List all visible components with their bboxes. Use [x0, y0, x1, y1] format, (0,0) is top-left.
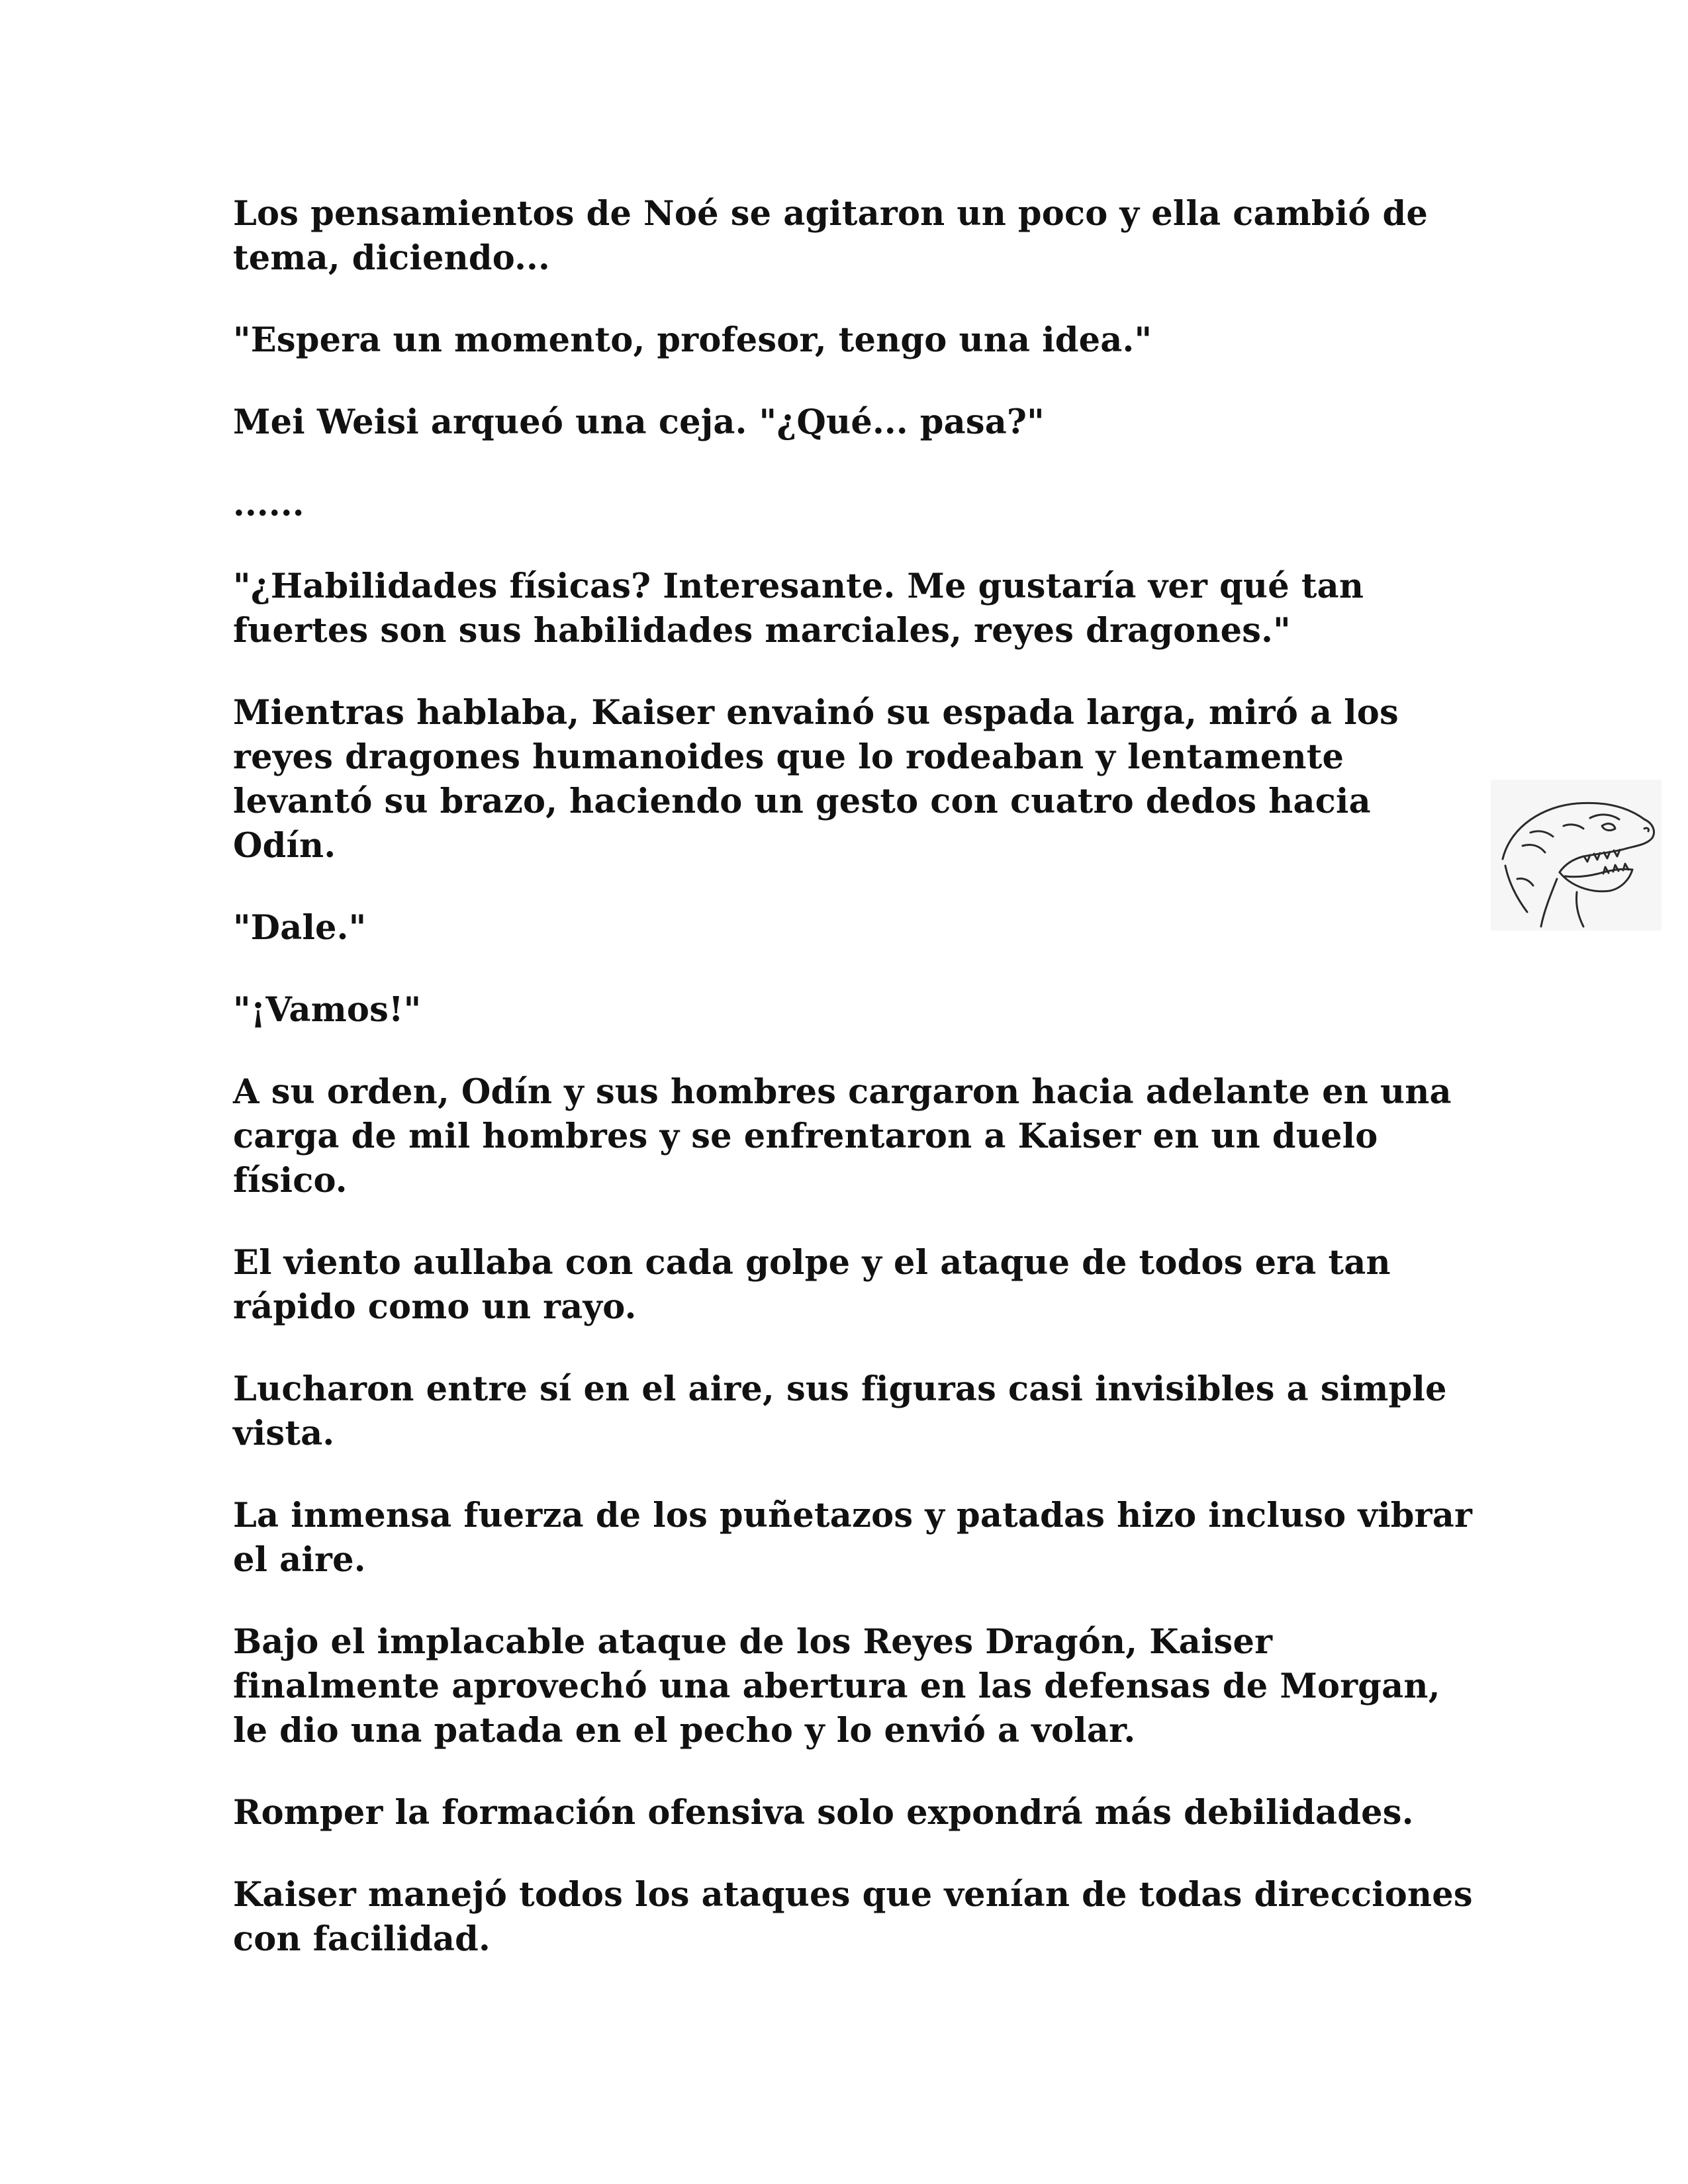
- paragraph-11: Lucharon entre sí en el aire, sus figuras casi invisibles a simple vista.: [233, 1369, 1447, 1453]
- dinosaur-head-sketch-icon: [1491, 780, 1662, 931]
- paragraph-13: Bajo el implacable ataque de los Reyes Dragón, Kaiser finalmente aprovechó una abertura en las defensas de Morgan, le dio una patada en el pecho y lo envió a volar.: [233, 1622, 1440, 1751]
- paragraph-8: "¡Vamos!": [233, 990, 422, 1030]
- paragraph-12: La inmensa fuerza de los puñetazos y patadas hizo incluso vibrar el aire.: [233, 1496, 1473, 1580]
- paragraph-5: "¿Habilidades físicas? Interesante. Me gustaría ver qué tan fuertes son sus habilidades marciales, reyes dragones.": [233, 567, 1364, 651]
- paragraph-1: Los pensamientos de Noé se agitaron un poco y ella cambió de tema, diciendo...: [233, 194, 1428, 278]
- paragraph-4: ......: [233, 484, 305, 524]
- paragraph-10: El viento aullaba con cada golpe y el ataque de todos era tan rápido como un rayo.: [233, 1243, 1391, 1327]
- body-text: [233, 192, 1477, 1999]
- paragraph-3: Mei Weisi arqueó una ceja. "¿Qué... pasa?": [233, 402, 1045, 442]
- paragraph-15: Kaiser manejó todos los ataques que venían de todas direcciones con facilidad.: [233, 1875, 1473, 1959]
- paragraph-6: Mientras hablaba, Kaiser envainó su espada larga, miró a los reyes dragones humanoides que lo rodeaban y lentamente levantó su brazo, haciendo un gesto con cuatro dedos hacia Odín.: [233, 693, 1399, 866]
- paragraph-9: A su orden, Odín y sus hombres cargaron hacia adelante en una carga de mil hombres y se enfrentaron a Kaiser en un duelo físico.: [233, 1072, 1452, 1201]
- paragraph-2: "Espera un momento, profesor, tengo una idea.": [233, 320, 1152, 360]
- paragraph-14: Romper la formación ofensiva solo expondrá más debilidades.: [233, 1793, 1414, 1833]
- paragraph-7: "Dale.": [233, 908, 367, 948]
